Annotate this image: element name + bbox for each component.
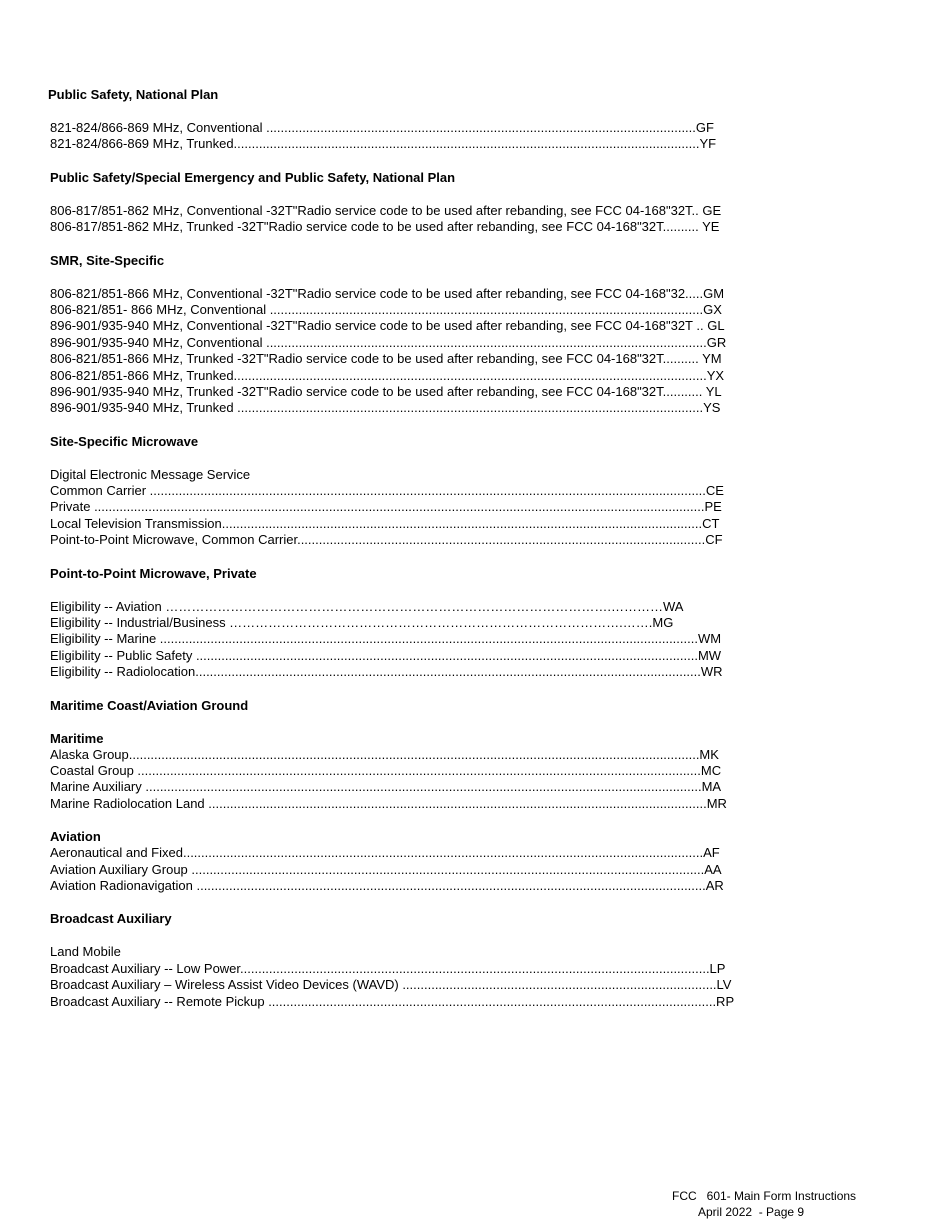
service-code-line: 896-901/935-940 MHz, Conventional -32T"Radio service code to be used after rebanding, see FCC 04-168"32T .. GL (50, 318, 725, 334)
service-code-line: Aviation Auxiliary Group ..............................................................................................................................................AA (50, 861, 722, 877)
service-code-line: Eligibility -- Public Safety ...........................................................................................................................................MW (50, 647, 722, 663)
service-code-line: Eligibility -- Marine .....................................................................................................................................................WM (50, 631, 722, 647)
service-code-line: 896-901/935-940 MHz, Trunked .................................................................................................................................YS (50, 400, 721, 416)
service-code-line: Broadcast Auxiliary -- Remote Pickup ............................................................................................................................RP (50, 993, 735, 1009)
service-code-line: Broadcast Auxiliary – Wireless Assist Video Devices (WAVD) .......................................................................................LV (50, 977, 732, 993)
service-code-line: Local Television Transmission.....................................................................................................................................CT (50, 515, 720, 531)
section-heading: Site-Specific Microwave (50, 433, 199, 449)
service-code-line: Aeronautical and Fixed................................................................................................................................................AF (50, 845, 720, 861)
section-heading: Maritime (50, 730, 104, 746)
footer-page-number: April 2022 - Page 9 (698, 1204, 805, 1219)
document-body (50, 87, 790, 1010)
service-code-line: 806-821/851-866 MHz, Trunked -32T"Radio service code to be used after rebanding, see FCC 04-168"32T.......... YM (50, 351, 722, 367)
section-heading: Point-to-Point Microwave, Private (50, 565, 257, 581)
page-footer (672, 1189, 856, 1220)
service-code-line: Marine Radiolocation Land ..........................................................................................................................................MR (50, 795, 727, 811)
section-heading: SMR, Site-Specific (50, 252, 165, 268)
service-code-line: Eligibility -- Radiolocation............................................................................................................................................WR (50, 664, 723, 680)
service-code-line: Common Carrier ..........................................................................................................................................................CE (50, 483, 724, 499)
service-code-line: 806-817/851-862 MHz, Conventional -32T"Radio service code to be used after rebanding, see FCC 04-168"32T.. GE (50, 202, 722, 218)
service-code-line: Eligibility -- Industrial/Business ……………………………………………………………………………….…….MG (50, 615, 674, 631)
service-code-line: Marine Auxiliary ..........................................................................................................................................................MA (50, 779, 722, 795)
service-code-line: Alaska Group..............................................................................................................................................................MK (50, 746, 719, 762)
section-heading: Aviation (50, 829, 101, 845)
service-code-line: 806-817/851-862 MHz, Trunked -32T"Radio service code to be used after rebanding, see FCC 04-168"32T.......... YE (50, 219, 720, 235)
section-heading: Public Safety/Special Emergency and Public Safety, National Plan (50, 169, 456, 185)
service-code-line: Land Mobile (50, 944, 121, 960)
section-heading: Public Safety, National Plan (48, 87, 219, 102)
service-code-line: Point-to-Point Microwave, Common Carrier.................................................................................................................CF (50, 532, 723, 548)
service-code-line: Aviation Radionavigation .............................................................................................................................................AR (50, 877, 724, 893)
section-heading: Broadcast Auxiliary (50, 911, 172, 927)
service-code-line: 806-821/851-866 MHz, Trunked...................................................................................................................................YX (50, 367, 725, 383)
service-code-line: Eligibility -- Aviation ………………………………………………………………………………………….…………WA (50, 598, 684, 614)
service-code-line: Digital Electronic Message Service (50, 466, 251, 482)
section-heading: Maritime Coast/Aviation Ground (50, 697, 249, 713)
service-code-line: 806-821/851- 866 MHz, Conventional ........................................................................................................................GX (50, 301, 722, 317)
footer-form-title: FCC 601- Main Form Instructions (672, 1189, 857, 1203)
service-code-line: 896-901/935-940 MHz, Conventional ..........................................................................................................................GR (50, 334, 727, 350)
service-code-line: 821-824/866-869 MHz, Trunked.................................................................................................................................YF (50, 136, 717, 152)
service-code-line: Broadcast Auxiliary -- Low Power..................................................................................................................................LP (50, 960, 726, 976)
service-code-line: 806-821/851-866 MHz, Conventional -32T"Radio service code to be used after rebanding, see FCC 04-168"32.....GM (50, 285, 725, 301)
service-code-line: Private .........................................................................................................................................................................PE (50, 499, 722, 515)
service-code-line: 896-901/935-940 MHz, Trunked -32T"Radio service code to be used after rebanding, see FCC 04-168"32T........... YL (50, 383, 722, 399)
service-code-line: Coastal Group ............................................................................................................................................................MC (50, 762, 722, 778)
service-code-line: 821-824/866-869 MHz, Conventional .......................................................................................................................GF (50, 120, 714, 135)
